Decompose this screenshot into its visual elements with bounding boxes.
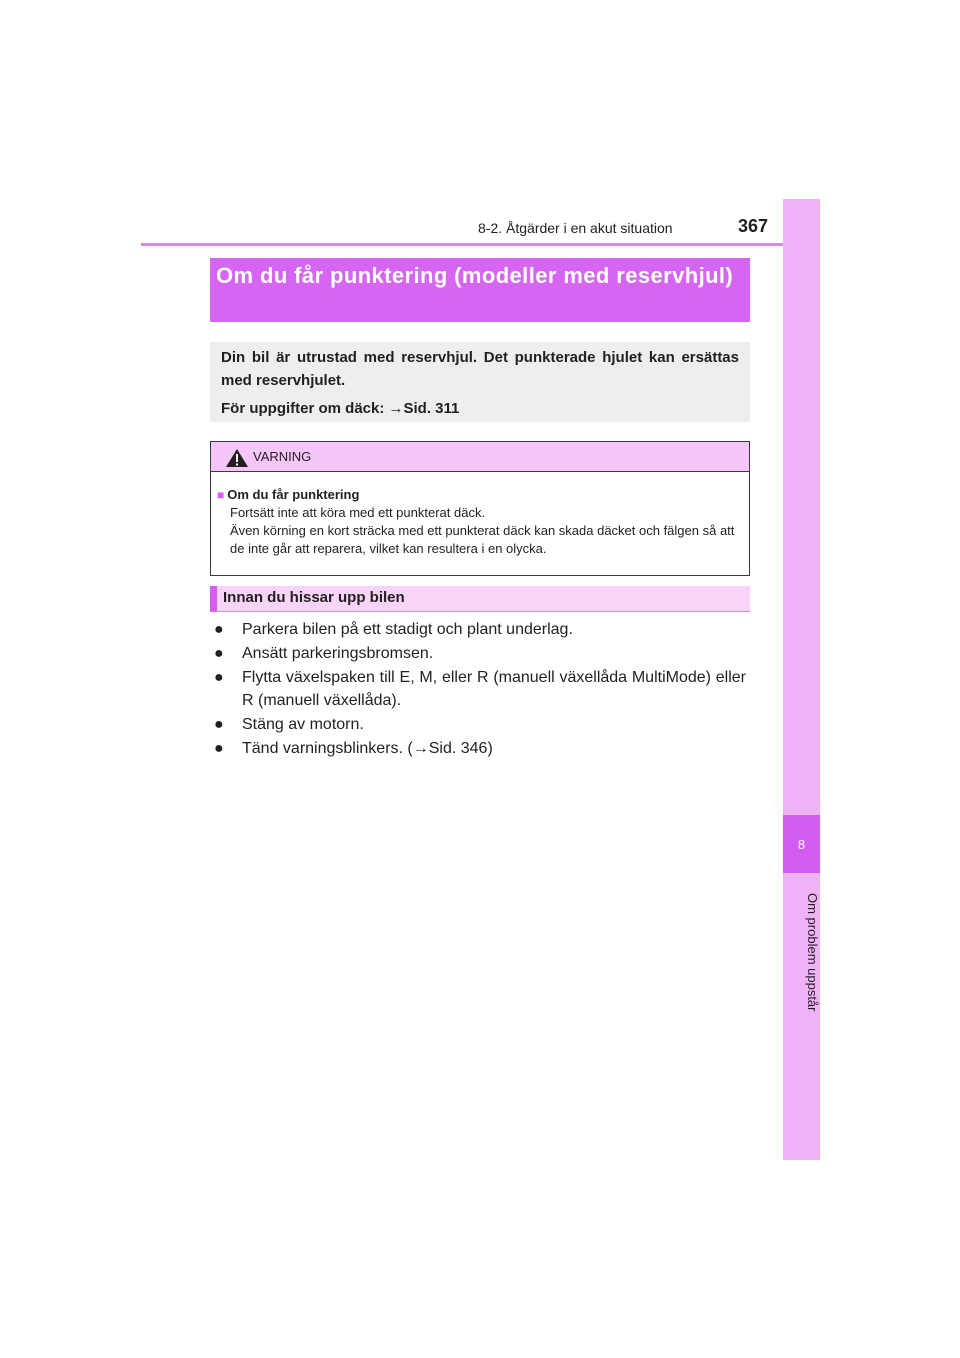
list-item xyxy=(214,618,746,641)
header-divider xyxy=(141,243,820,246)
warning-text-2: Även körning en kort sträcka med ett punkterat däck kan skada däcket och fälgen så att de inte går att reparera, vilket kan resultera i en olycka. xyxy=(230,523,735,556)
intro-box xyxy=(210,342,750,422)
list-item-text: Tänd varningsblinkers. (→Sid. 346) xyxy=(242,740,493,757)
bullet-list xyxy=(214,618,746,761)
list-item-text: Stäng av motorn. xyxy=(242,716,364,733)
page-number: 367 xyxy=(738,216,769,236)
warning-header xyxy=(211,442,749,472)
bullet-dot-icon: ● xyxy=(214,740,224,757)
list-item-text: Ansätt parkeringsbromsen. xyxy=(242,645,434,662)
warning-item-title-text: Om du får punktering xyxy=(227,487,360,502)
list-item xyxy=(214,737,746,760)
chapter-label: Om problem uppstår xyxy=(805,892,820,1012)
warning-text-1: Fortsätt inte att köra med ett punkterat däck. xyxy=(230,505,486,520)
list-item xyxy=(214,642,746,665)
section-title: Om du får punktering (modeller med reservhjul) xyxy=(210,258,750,322)
list-item-text: Parkera bilen på ett stadigt och plant underlag. xyxy=(242,621,573,638)
warning-item-title xyxy=(217,486,741,504)
list-item xyxy=(214,713,746,736)
warning-box xyxy=(210,441,750,576)
intro-text: Din bil är utrustad med reservhjul. Det punkterade hjulet kan ersättas med reservhjulet. xyxy=(221,349,739,389)
warning-body xyxy=(211,472,749,558)
warning-triangle-icon xyxy=(225,448,249,468)
bullet-dot-icon: ● xyxy=(214,669,224,686)
subsection-title: Innan du hissar upp bilen xyxy=(210,586,750,612)
warning-label: VARNING xyxy=(253,449,312,464)
bullet-dot-icon: ● xyxy=(214,645,224,662)
square-marker-icon: ■ xyxy=(217,488,225,502)
list-item-text: Flytta växelspaken till E, M, eller R (manuell växellåda MultiMode) eller R (manuell växellåda). xyxy=(242,669,746,709)
bullet-dot-icon: ● xyxy=(214,621,224,638)
bullet-dot-icon: ● xyxy=(214,716,224,733)
chapter-number: 8 xyxy=(783,815,820,873)
list-item xyxy=(214,666,746,712)
header-section-title: 8-2. Åtgärder i en akut situation xyxy=(478,220,673,236)
intro-reference: För uppgifter om däck: →Sid. 311 xyxy=(221,400,460,417)
